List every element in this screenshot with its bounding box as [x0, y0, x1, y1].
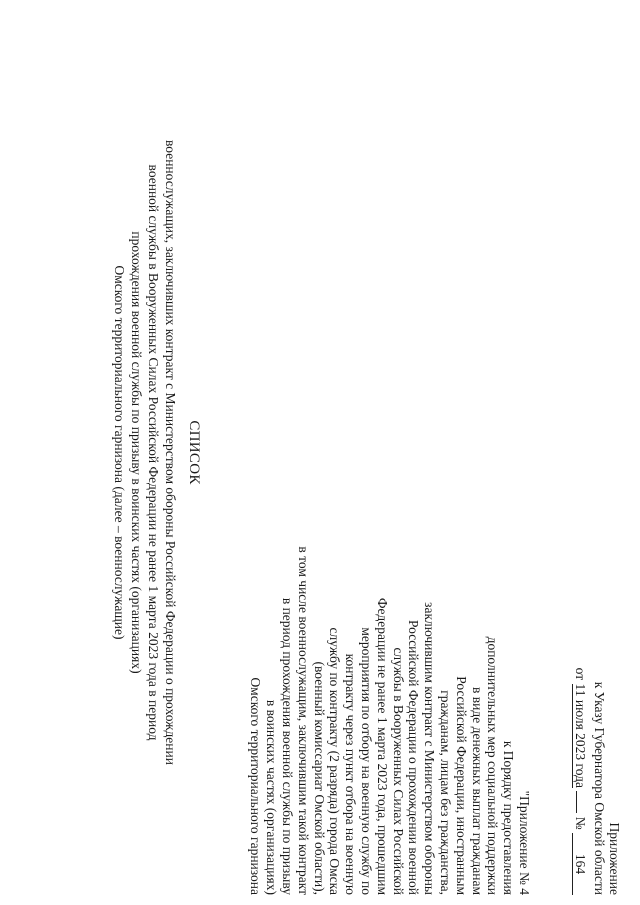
order-appendix-line: Омского территориального гарнизона: [248, 677, 264, 895]
order-appendix-line: дополнительных мер социальной поддержки: [485, 636, 501, 895]
order-appendix-line: "Приложение № 4: [517, 790, 532, 895]
list-subtitle-line: прохождения военной службы по призыву в воинских частях (организациях): [129, 231, 144, 674]
order-appendix-line: контракту через пункт отбора на военную: [343, 653, 359, 895]
number-prefix: №: [573, 816, 588, 830]
order-appendix-line: (военный комиссариат Омской области),: [311, 661, 327, 895]
order-appendix-line: гражданам, лицам без гражданства,: [438, 690, 453, 895]
appendix-title: Приложение: [607, 822, 622, 895]
list-subtitle-line: Омского территориального гарнизона (далее – военнослужащие): [112, 265, 127, 640]
decree-reference: к Указу Губернатора Омской области: [592, 681, 607, 895]
order-appendix-line: заключившим контракт с Министерством обороны: [422, 602, 438, 895]
order-appendix-line: службу по контракту (2 разряда) города Омска: [327, 627, 343, 895]
list-title: СПИСОК: [186, 420, 202, 485]
order-appendix-line: в воинских частях (организациях): [264, 699, 280, 895]
order-appendix-line: в том числе военнослужащим, заключившим такой контракт: [295, 546, 311, 895]
number-value: 164: [572, 833, 587, 895]
date-value: 11 июля 2023 года: [573, 683, 588, 788]
list-subtitle-line: военной службы в Вооруженных Силах Российской Федерации не ранее 1 марта 2023 года в период: [146, 164, 161, 741]
list-subtitle-line: военнослужащих, заключивших контракт с Министерством обороны Российской Федерации о прохождении: [163, 140, 178, 765]
order-appendix-line: в период прохождения военной службы по призыву: [280, 597, 295, 895]
date-prefix: от: [573, 667, 588, 681]
date-underline: [576, 791, 577, 813]
order-appendix-line: Российской Федерации, иностранным: [453, 676, 469, 895]
order-appendix-line: службы в Вооруженных Силах Российской: [390, 647, 406, 895]
decree-date-number: [572, 668, 588, 895]
order-appendix-line: в виде денежных выплат гражданам: [469, 687, 485, 895]
order-appendix-line: к Порядку предоставления: [501, 740, 517, 895]
order-appendix-line: мероприятия по отбору на военную службу по: [359, 627, 374, 895]
order-appendix-line: Российской Федерации о прохождении военной: [406, 619, 422, 895]
appendix-header: [500, 0, 640, 905]
order-appendix-line: Федерации не ранее 1 марта 2023 года, прошедшим: [374, 597, 390, 895]
